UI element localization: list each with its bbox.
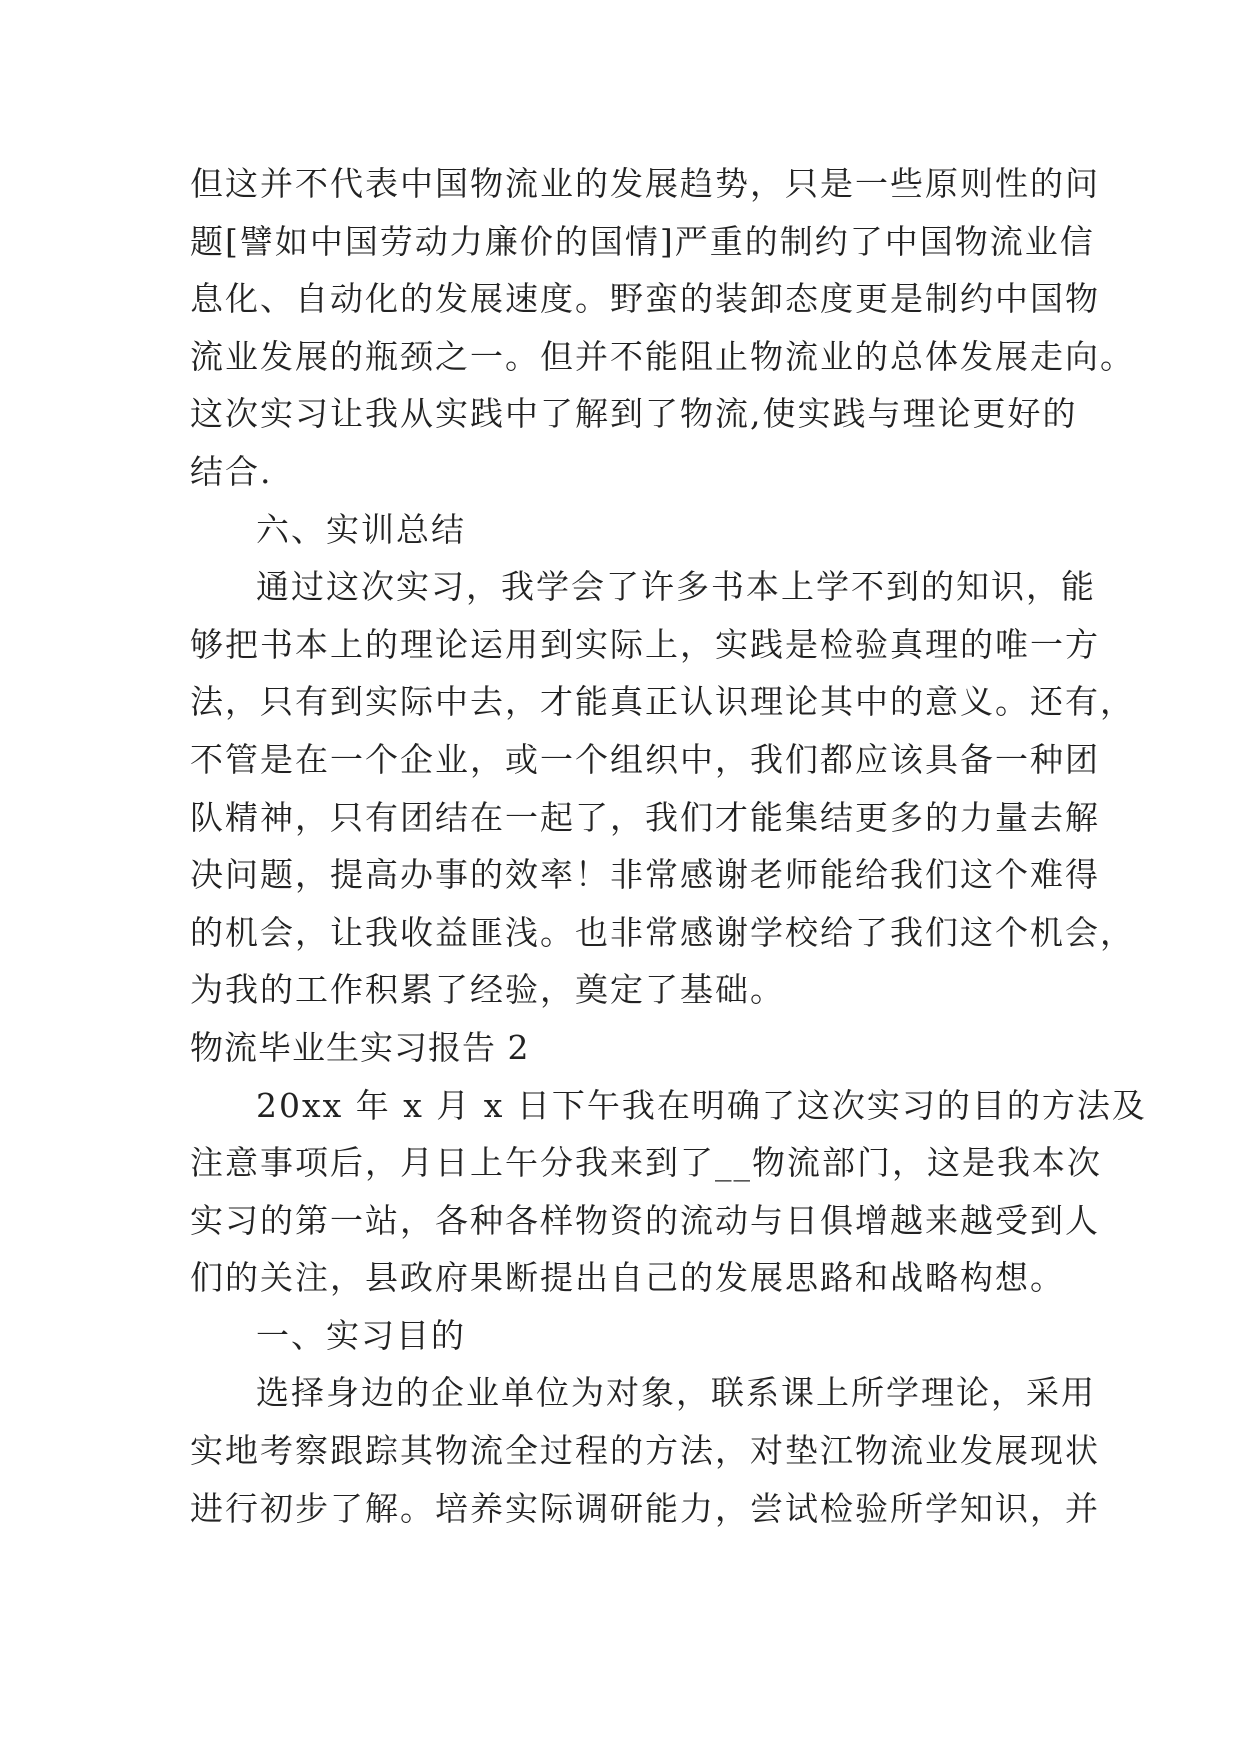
- paragraph-line: 法，只有到实际中去，才能真正认识理论其中的意义。还有，: [190, 682, 1135, 722]
- paragraph-line: 这次实习让我从实践中了解到了物流,使实践与理论更好的: [190, 394, 1078, 434]
- paragraph-line: 队精神，只有团结在一起了，我们才能集结更多的力量去解: [190, 797, 1100, 837]
- paragraph-line: 决问题，提高办事的效率！非常感谢老师能给我们这个难得: [190, 855, 1100, 895]
- section-heading: 一、实习目的: [256, 1315, 466, 1355]
- paragraph-line: 注意事项后，月日上午分我来到了__物流部门，这是我本次: [190, 1143, 1102, 1183]
- paragraph-line: 流业发展的瓶颈之一。但并不能阻止物流业的总体发展走向。: [190, 336, 1135, 376]
- paragraph-line: 实习的第一站，各种各样物资的流动与日俱增越来越受到人: [190, 1200, 1100, 1240]
- paragraph-first-line: 20xx 年 x 月 x 日下午我在明确了这次实习的目的方法及: [256, 1085, 1147, 1125]
- paragraph-line: 够把书本上的理论运用到实际上，实践是检验真理的唯一方: [190, 624, 1100, 664]
- document-body: [190, 155, 1147, 1537]
- paragraph-first-line: 通过这次实习，我学会了许多书本上学不到的知识，能: [256, 567, 1096, 607]
- paragraph-line: 结合.: [190, 451, 273, 491]
- paragraph-line: 息化、自动化的发展速度。野蛮的装卸态度更是制约中国物: [190, 279, 1100, 319]
- paragraph-line: 进行初步了解。培养实际调研能力，尝试检验所学知识，并: [190, 1488, 1100, 1528]
- section-heading: 六、实训总结: [256, 509, 466, 549]
- paragraph-line: 为我的工作积累了经验，奠定了基础。: [190, 970, 785, 1010]
- paragraph-line: 实地考察跟踪其物流全过程的方法，对垫江物流业发展现状: [190, 1431, 1100, 1471]
- paragraph-line: 不管是在一个企业，或一个组织中，我们都应该具备一种团: [190, 739, 1100, 779]
- paragraph-first-line: 选择身边的企业单位为对象，联系课上所学理论，采用: [256, 1373, 1096, 1413]
- paragraph-line: 们的关注，县政府果断提出自己的发展思路和战略构想。: [190, 1258, 1065, 1298]
- paragraph-line: 题[譬如中国劳动力廉价的国情]严重的制约了中国物流业信: [190, 221, 1095, 261]
- paragraph-line: 的机会，让我收益匪浅。也非常感谢学校给了我们这个机会，: [190, 912, 1135, 952]
- paragraph-line: 但这并不代表中国物流业的发展趋势，只是一些原则性的问: [190, 164, 1100, 203]
- report-title: 物流毕业生实习报告 2: [190, 1027, 530, 1067]
